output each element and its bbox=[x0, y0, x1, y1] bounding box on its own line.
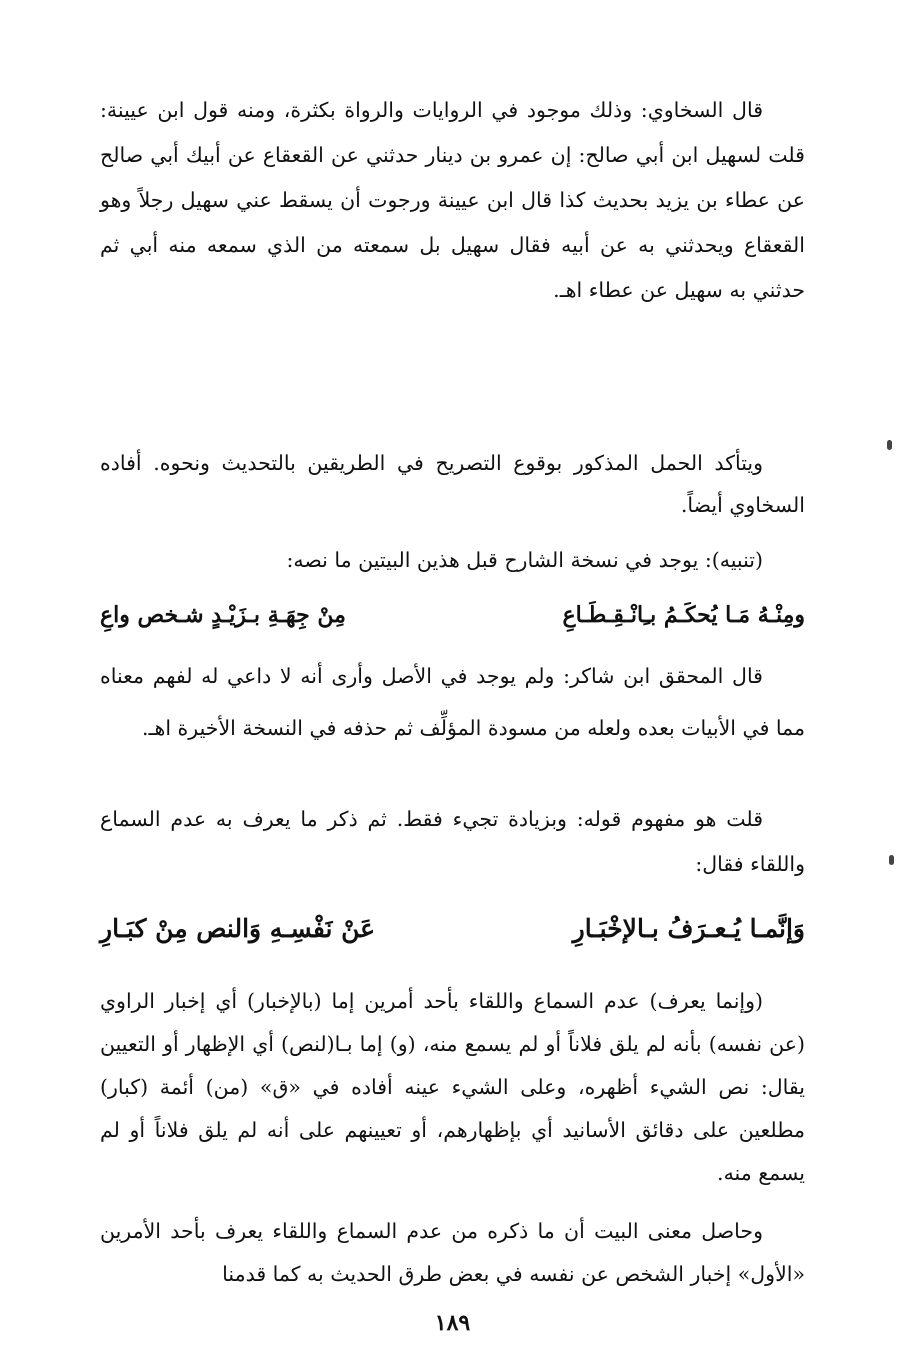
verse-line-2 bbox=[100, 898, 805, 958]
page-content bbox=[100, 80, 805, 1340]
page-number: ١٨٩ bbox=[434, 1310, 471, 1336]
margin-mark bbox=[887, 440, 892, 450]
paragraph-ibn-shakir: قال المحقق ابن شاكر: ولم يوجد في الأصل وأرى أنه لا داعي له لفهم معناه مما في الأبيات بعده ولعله من مسودة المؤلِّف ثم حذفه في النسخة الأخيرة اهـ. bbox=[100, 664, 805, 740]
verse-2-second-hemistich: عَنْ نَفْسِـهِ وَالنص مِنْ كبَـارِ bbox=[100, 913, 376, 943]
paragraph-confirmation: ويتأكد الحمل المذكور بوقوع التصريح في الطريقين بالتحديث ونحوه. أفاده السخاوي أيضاً. bbox=[100, 451, 805, 517]
paragraph-commentary: (وإنما يعرف) عدم السماع واللقاء بأحد أمرين إما (بالإخبار) أي إخبار الراوي (عن نفسه) بأنه لم يلق فلاناً أو لم يسمع منه، (و) إما بـا(لنص) أي الإظهار أو التعيين يقال: نص الشيء أظهره، وعلى الشيء عينه أفاده في «ق» (من) أئمة (كبار) مطلعين على دقائق الأسانيد أي بإظهارهم، أو تعيينهم على أنه لم يلق فلاناً أو لم يسمع منه. bbox=[100, 989, 805, 1185]
paragraph-summary: وحاصل معنى البيت أن ما ذكره من عدم السماع واللقاء يعرف بأحد الأمرين «الأول» إخبار الشخص عن نفسه في بعض طرق الحديث به كما قدمنا bbox=[100, 1219, 805, 1286]
verse-1-first-hemistich: ومِنْـهُ مَـا يُحكَـمُ بـِانْـقِـطَـاعِ bbox=[562, 602, 805, 628]
verse-1-second-hemistich: مِنْ جِهَـةِ بـزَيْـدٍ شـخص واعِ bbox=[100, 602, 346, 628]
verse-line-1 bbox=[100, 590, 805, 640]
paragraph-qultu: قلت هو مفهوم قوله: وبزيادة تجيء فقط. ثم ذكر ما يعرف به عدم السماع واللقاء فقال: bbox=[100, 807, 805, 876]
margin-mark bbox=[889, 855, 894, 865]
paragraph-tanbih: (تنبيه): يوجد في نسخة الشارح قبل هذين البيتين ما نصه: bbox=[286, 548, 763, 572]
verse-2-first-hemistich: وَإنَّمـا يُـعـرَفُ بـالإخْبَـارِ bbox=[572, 913, 805, 943]
paragraph-sakhawi-quote: قال السخاوي: وذلك موجود في الروايات والرواة بكثرة، ومنه قول ابن عيينة: قلت لسهيل ابن أبي صالح: إن عمرو بن دينار حدثني عن القعقاع عن أبيك أبي صالح عن عطاء بن يزيد بحديث كذا قال ابن عيينة ورجوت أن يسقط عني سهيل رجلاً وهو القعقاع ويحدثني به عن أبيه فقال سهيل بل سمعته من الذي سمعه منه أبي ثم حدثني به سهيل عن عطاء اهـ. bbox=[100, 98, 805, 302]
